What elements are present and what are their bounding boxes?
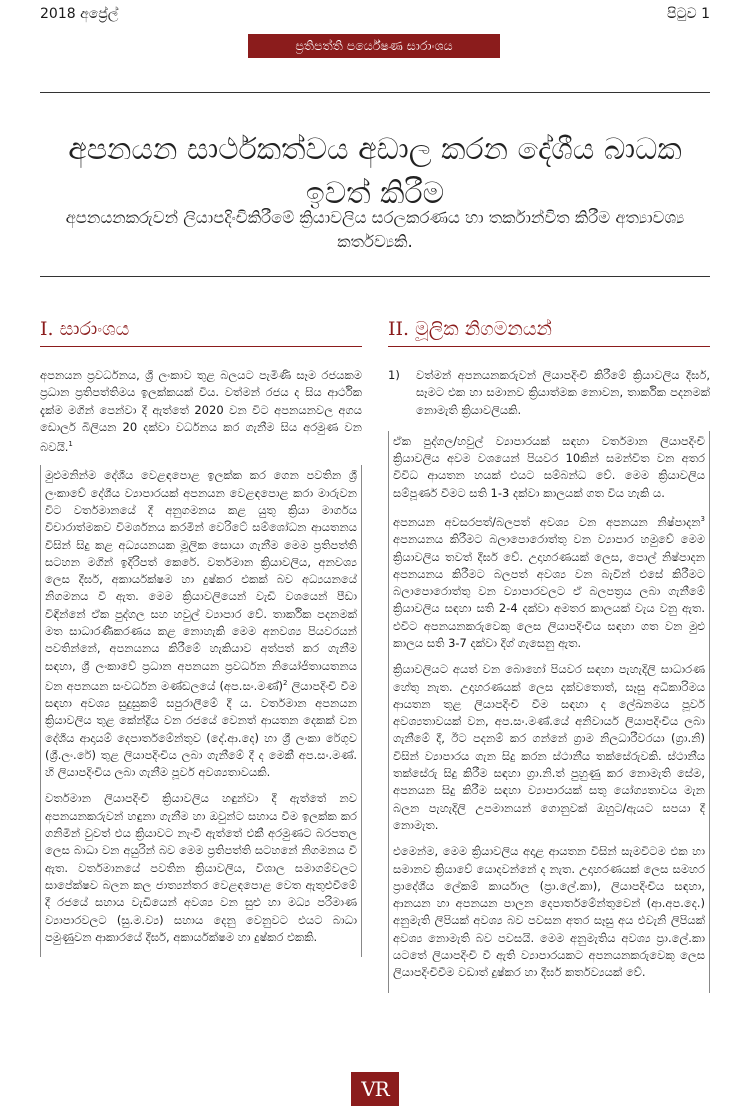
page-title: අපනයන සාර්ථකත්වය අඩාල කරන දේශීය බාධක ඉවත් කිරීම	[68, 132, 682, 212]
finding-number: 1)	[388, 368, 400, 382]
summary-column	[40, 318, 362, 967]
findings-heading: II. මූලික නිගමනයන්	[388, 318, 710, 347]
findings-paragraph-3: ක්‍රියාවලියට අයත් වන බොහෝ පියවර සඳහා පැහැදිලි සාධාරණ හේතු නැත. උදාහරණයක් ලෙස දක්වතොත්, සෑසු අධිකාරිමය ආයතන තුළ ලියාපදිංචි වීම සඳහා ද ලේඛනමය පූර්ව අවශ්‍යතාවයක් වන, අප.සං.මණ්.යේ අනිවාර්ය ලියාපදිංචිය ලබා ගැනීමේ දී, ඊට පදනම් කර ගන්නේ ග්‍රාම නිලධාරීවරයා (ග්‍රා.නි) විසින් ව්‍යාපාරය ගැන සිදු කරන ස්ථානීය තක්සේරුවකි. ස්ථානීය තක්සේරු සිදු කිරීම සඳහා ග්‍රා.නි.ත් පුහුණු කර නොමැති සේම, අපනයන සිදු කිරීම සඳහා ව්‍යාපාරයක් සතු යෝග්‍යතාවය මැන බලන පැහැදිලි උපමානයන් ගොනුවක් ඔහුට/ඇයට සපයා දී නොමැත.	[393, 662, 705, 832]
title-divider	[40, 276, 710, 277]
page-subtitle: අපනයනකරුවන් ලියාපදිංචිකිරීමේ ක්‍රියාවලිය සරලකරණය හා තර්කාන්විත කිරීම අත්‍යාවශ්‍ය කර්තව්‍යකි.	[65, 208, 685, 251]
summary-boxed-section	[40, 465, 362, 957]
findings-paragraph-2: අපනයන අවසරපත්/බලපත් අවශ්‍ය වන අපනයන නිෂ්පාදන$^3$ අපනයනය කිරීමට බලාපොරොත්තු වන ව්‍යාපාර හමුවේ මෙම ක්‍රියාවලිය තවත් දීර්ඝ වේ. උදාහරණයක් ලෙස, පොල් නිෂ්පාදන අපනයනය කිරීමට බලපත් අවශ්‍ය වන බැවින් එසේ කිරීමට බලාපොරොත්තු වන ව්‍යාපාරවලට ඒ බලපත්‍රය ලබා ගැනීමේ ක්‍රියාවලිය සඳහා සති 2-4 දක්වා අමතර කාලයක් වැය වනු ඇත. එවිට අපනයනකරුවෙකු ලෙස ලියාපදිංචිය සඳහා ගත වන මුළු කාලය සති 3-7 දක්වා දිග් ගැසෙනු ඇත.	[393, 514, 705, 650]
key-finding-1	[388, 367, 710, 419]
findings-paragraph-1: ඒක පුද්ගල/හවුල් ව්‍යාපාරයක් සඳහා වර්තමාන ලියාපදිංචි ක්‍රියාවලිය අවම වශයෙන් පියවර 10කින් සමන්විත වන අතර විවිධ ආයතන හයක් එයට සම්බන්ධ වේ. මෙම ක්‍රියාවලිය සම්පූර්ණ වීමට සති 1-3 දක්වා කාලයක් ගත විය හැකි ය.	[393, 433, 705, 500]
findings-paragraph-4: එමෙන්ම, මෙම ක්‍රියාවලිය අදාළ ආයතන විසින් සැමවිටම එක හා සමානව ක්‍රියාවේ යොදවන්නේ ද නැත. උදාහරණයක් ලෙස සමහර ප්‍රාදේශීය ලේකම් කාර්යාල (ප්‍රා.ලේ.කා), ලියාපදිංචිය සඳහා, ආනයන හා අපනයන පාලන දෙපාර්තමේන්තුවෙන් (ආ.අප.දෙ.) අනුමැති ලිපියක් අවශ්‍ය බව පවසන අතර සෑසු අය එවැනි ලිපියක් අවශ්‍ය නොමැති බව පවසයි. මෙම අනුමැතිය අවශ්‍ය ප්‍රා.ලේ.කා යටතේ ලියාපදිංචි වී ඇති ව්‍යාපාරයකට අපනයනකරුවෙකු ලෙස ලියාපදිංචිවීම වඩාත් දුෂ්කර හා දීර්ඝ කර්තව්‍යයක් වේ.	[393, 844, 705, 980]
summary-paragraph-1: අපනයන ප්‍රවර්ධනය, ශ්‍රී ලංකාව තුළ බලයට පැමිණි සෑම රජයකම ප්‍රධාන ප්‍රතිපත්තිමය ඉලක්කයක් විය. වත්මන් රජය ද සිය ආර්ථික දැක්ම මගින් පෙන්වා දී ඇත්තේ 2020 වන විට අපනයනවල අගය ඩොලර් බිලියන 20 දක්වා වර්ධනය කර ගැනීම සිය අරමුණ වන බවයි.$^1$	[40, 368, 362, 455]
footnote-ref-1[interactable]: 1	[68, 440, 73, 449]
findings-boxed-section	[388, 431, 710, 993]
footnote-ref-2[interactable]: 2	[282, 678, 288, 687]
page-number: පිටුව 1	[667, 6, 710, 22]
issue-date: 2018 අප්‍රේල්	[40, 6, 119, 22]
finding-text: වත්මන් අපනයනකරුවන් ලියාපදිංචි කිරීමේ ක්‍රියාවලිය දීර්ඝ, සෑමට එක හා සමානව ක්‍රියාත්මක නොවන, තාර්කික පදනමක් නොමැති ක්‍රියාවලියකි.	[416, 368, 710, 417]
summary-paragraph-3: වර්තමාන ලියාපදිංචි ක්‍රියාවලිය හඳුන්වා දී ඇත්තේ නව අපනයනකරුවන් හඳුනා ගැනීම හා ඔවුන්ට සහාය වීම ඉලක්ක කර ගනිමින් වුවත් එය ක්‍රියාවට නැංවී ඇත්තේ එකී අරමුණට බරපතල ලෙස බාධා වන අයුරින් බව මෙම ප්‍රතිපත්ති සටහනේ නිගමනය වී ඇත. වර්තමානයේ පවතින ක්‍රියාවලිය, විශාල සමාගම්වලට සාපේක්ෂව බලන කල ජාත්‍යන්තර වෙළඳපොළ වෙත ඇතුළුවීමේ දී රජයේ සහාය වැඩියෙන් අවශ්‍ය වන සුළු හා මධ්‍ය පරිමාණ ව්‍යාපාරවලට (සු.ම.ව්‍ය) සහාය දෙනු වෙනුවට එයට බාධා පමුණුවන ආකාරයේ දීර්ඝ, අකාර්යක්ෂම හා දුෂ්කර එකකි.	[45, 791, 357, 944]
summary-heading: I. සාරාංශය	[40, 318, 362, 347]
document-type-banner: ප්‍රතිපත්ති පර්යේෂණ සාරාංශය	[248, 34, 500, 58]
findings-column	[388, 318, 710, 1003]
footnote-ref-3[interactable]: 3	[700, 515, 705, 524]
top-divider	[40, 92, 710, 93]
summary-paragraph-2: මුළුමනින්ම දේශීය වෙළඳපොළ ඉලක්ක කර ගෙන පවතින ශ්‍රී ලංකාවේ දේශීය ව්‍යාපාරයක් අපනයන වෙළඳපොළ කරා මාරුවන විට වර්තමානයේ දී අනුගමනය කළ යුතු ක්‍රියා මාර්ගය විචාරාත්මකව විමර්ශනය කරමින් වෙරිටේ සම්ශෝධන ආයතනය විසින් සිදු කළ අධ්‍යයනයක මූලික සොයා ගැනීම මෙම ප්‍රතිපත්ති සටහන මගින් ඉදිරිපත් කෙරේ. වර්තමාන ක්‍රියාවලිය, අනවශ්‍ය ලෙස දීර්ඝ, අකාර්යක්ෂම හා දුෂ්කර එකක් බව අධ්‍යයනයේ නිගමනය වී ඇත. මෙම ක්‍රියාවලියෙන් වැඩි වශයෙන් පීඩා විඳින්නේ ඒක පුද්ගල සහ හවුල් ව්‍යාපාර වේ. තාර්කික පදනමක් මත සාධාරණීකරණය කළ නොහැකි මෙම අනවශ්‍ය පියවරයන් පවතින්නේ, අපනයනය කිරීමේ හැකියාව අත්පත් කර ගැනීම සඳහා, ශ්‍රී ලංකාවේ ප්‍රධාන අපනයන ප්‍රවර්ධන නියෝජිතායතනය වන අපනයන සංවර්ධන මණ්ඩලයේ (අප.සං.මණ්)$^2$ ලියාපදිංචි වීම සඳහා අවශ්‍ය සුදුසුකම් සපුරාලීමේ දී ය. වර්තමාන අපනයන ක්‍රියාවලිය තුළ කේන්ද්‍රීය වන රජයේ වෙනත් ආයතන දෙකක් වන දේශීය ආදායම් දෙපාර්තමේන්තුව (දේ.ආ.දෙ) හා ශ්‍රී ලංකා රේගුව (ශ්‍රී.ලං.රේ) තුළ ලියාපදිංචිය ලබා ගැනීමේ දී ද මෙකී අප.සං.මණ්. හි ලියාපදිංචිය ලබා ගැනීම පූර්ව අවශ්‍යතාවයකි.	[45, 468, 357, 780]
verite-logo: VR	[351, 1072, 399, 1106]
